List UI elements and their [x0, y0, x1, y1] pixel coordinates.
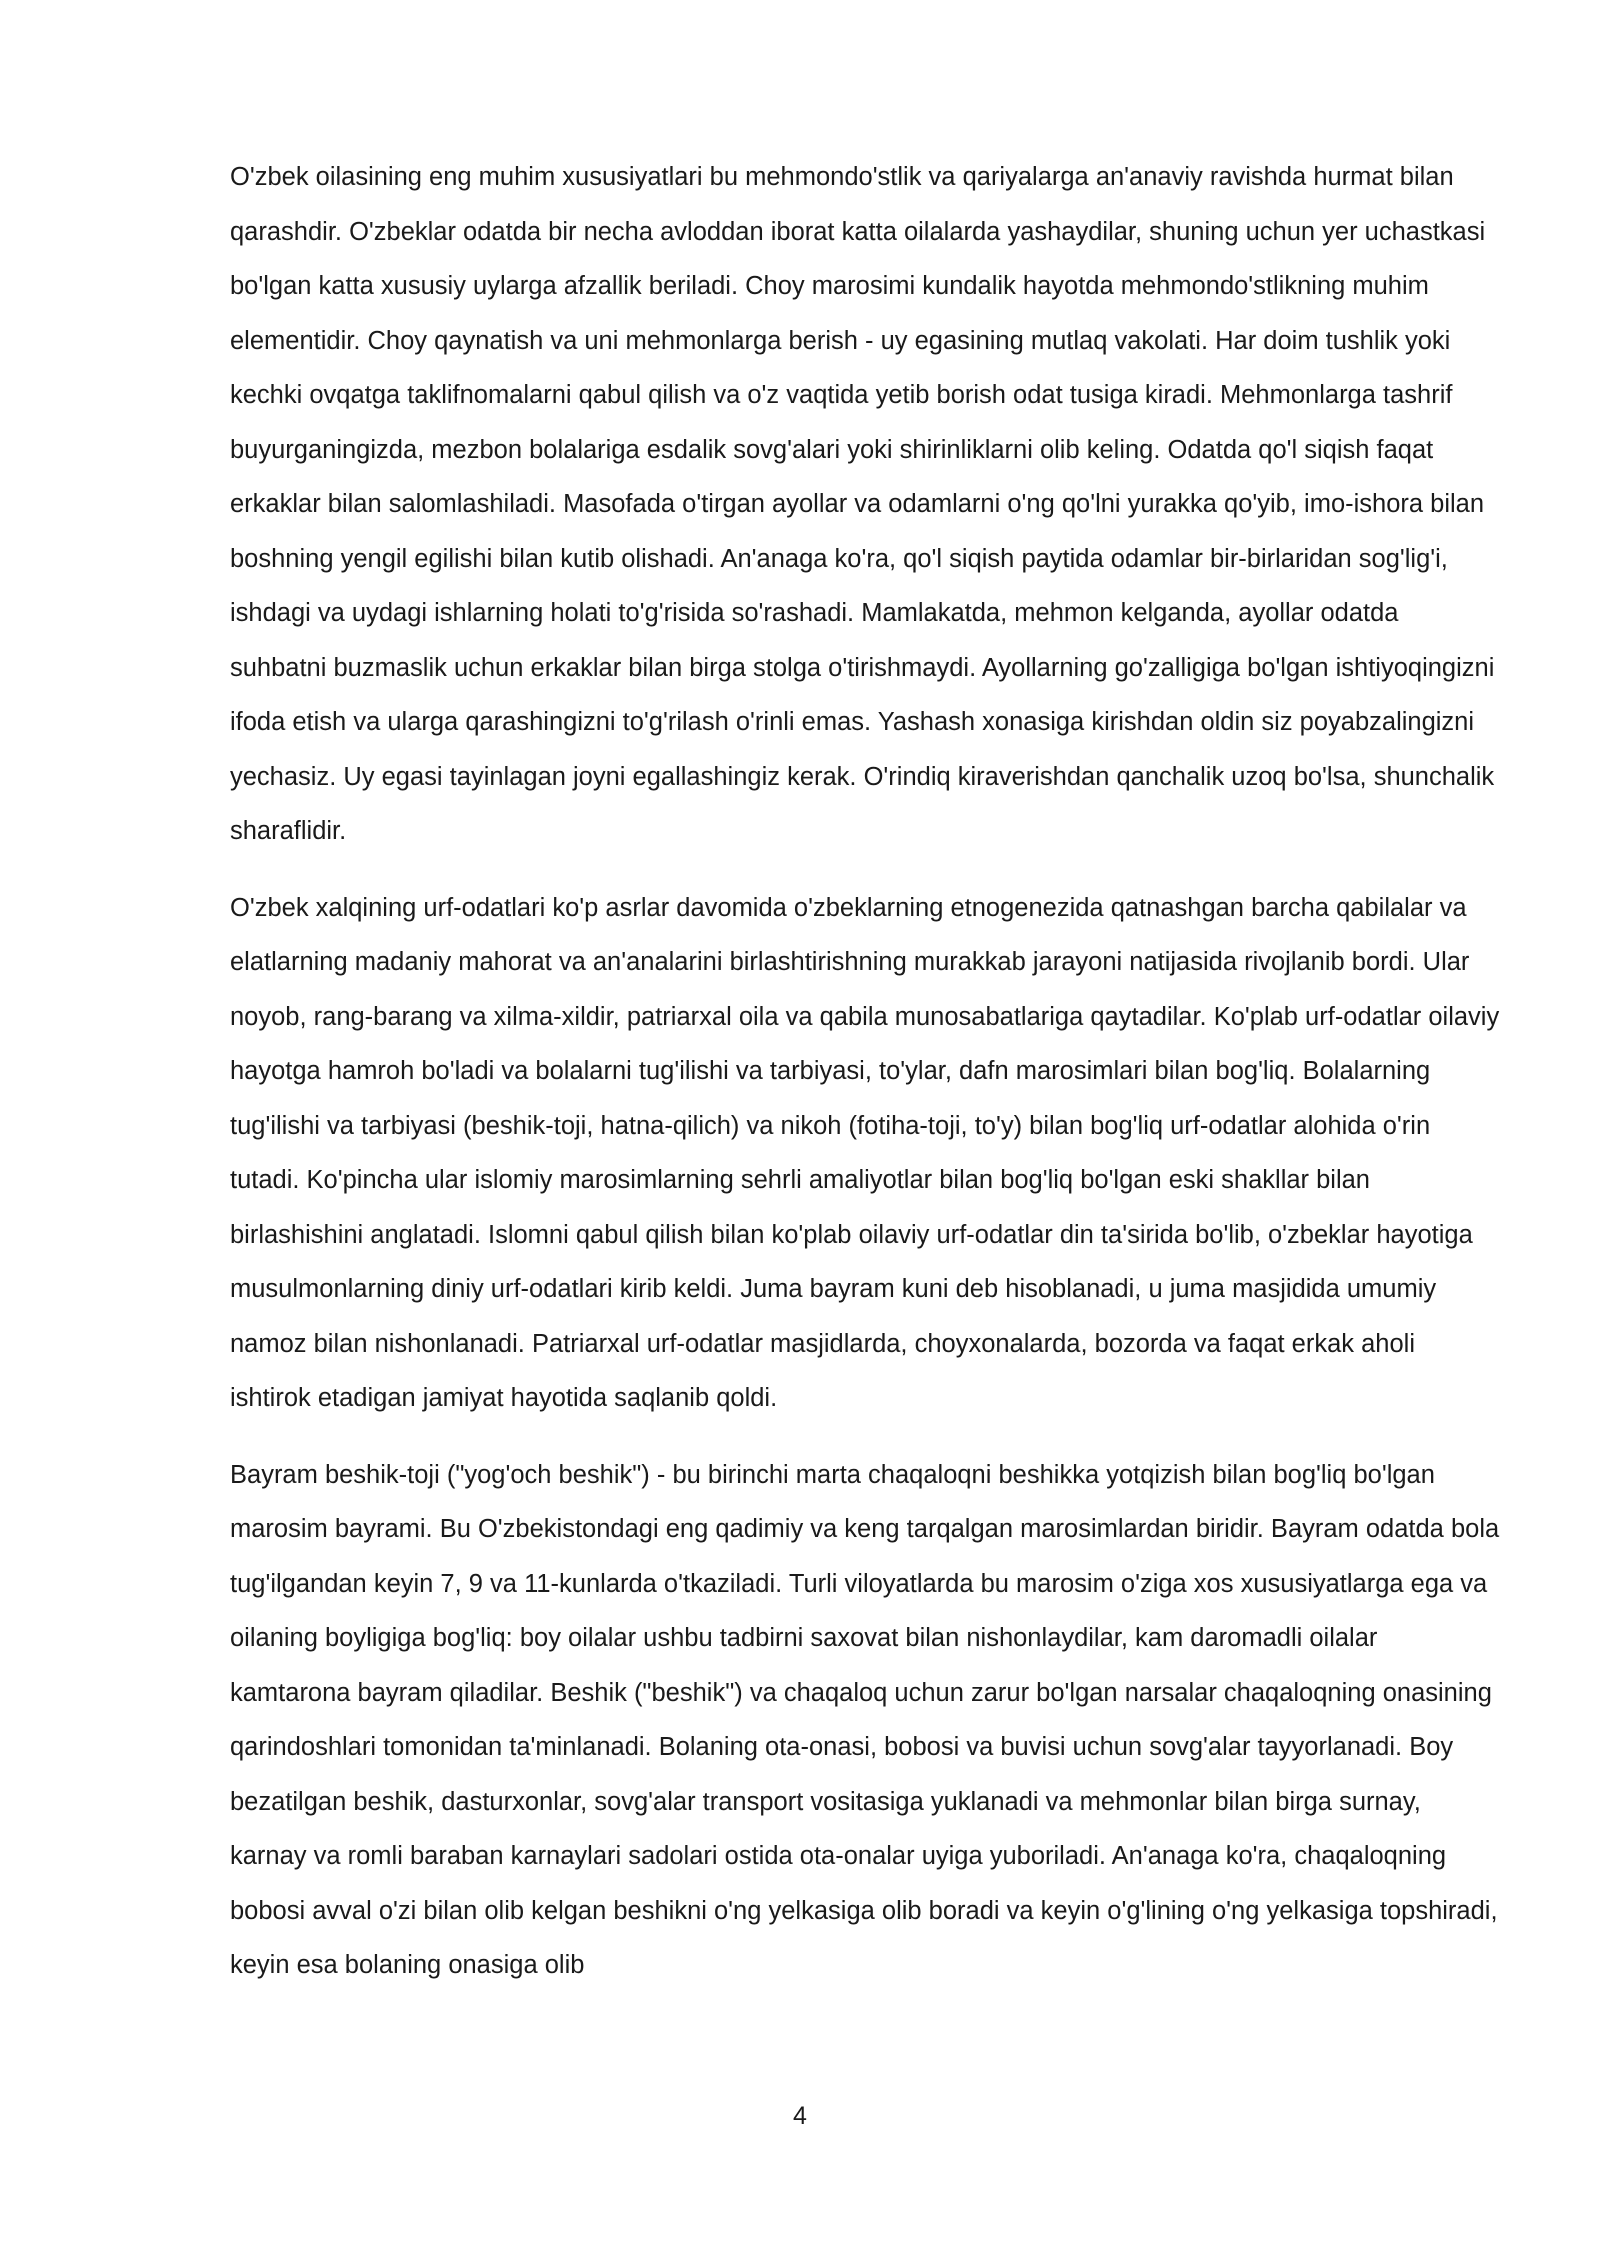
document-body	[230, 150, 1500, 2015]
paragraph-customs: O'zbek xalqining urf-odatlari ko'p asrlar davomida o'zbeklarning etnogenezida qatnashgan barcha qabilalar va elatlarning madaniy mahorat va an'analarini birlashtirishning murakkab jarayoni natijasida rivojlanib bordi. Ular noyob, rang-barang va xilma-xildir, patriarxal oila va qabila munosabatlariga qaytadilar. Ko'plab urf-odatlar oilaviy hayotga hamroh bo'ladi va bolalarni tug'ilishi va tarbiyasi, to'ylar, dafn marosimlari bilan bog'liq. Bolalarning tug'ilishi va tarbiyasi (beshik-toji, hatna-qilich) va nikoh (fotiha-toji, to'y) bilan bog'liq urf-odatlar alohida o'rin tutadi. Ko'pincha ular islomiy marosimlarning sehrli amaliyotlar bilan bog'liq bo'lgan eski shakllar bilan birlashishini anglatadi. Islomni qabul qilish bilan ko'plab oilaviy urf-odatlar din ta'sirida bo'lib, o'zbeklar hayotiga musulmonlarning diniy urf-odatlari kirib keldi. Juma bayram kuni deb hisoblanadi, u juma masjidida umumiy namoz bilan nishonlanadi. Patriarxal urf-odatlar masjidlarda, choyxonalarda, bozorda va faqat erkak aholi ishtirok etadigan jamiyat hayotida saqlanib qoldi.	[230, 893, 1500, 1412]
page-number: 4	[793, 2102, 807, 2130]
paragraph-hospitality: O'zbek oilasining eng muhim xususiyatlari bu mehmondo'stlik va qariyalarga an'anaviy ravishda hurmat bilan qarashdir. O'zbeklar odatda bir necha avloddan iborat katta oilalarda yashaydilar, shuning uchun yer uchastkasi bo'lgan katta xususiy uylarga afzallik beriladi. Choy marosimi kundalik hayotda mehmondo'stlikning muhim elementidir. Choy qaynatish va uni mehmonlarga berish - uy egasining mutlaq vakolati. Har doim tushlik yoki kechki ovqatga taklifnomalarni qabul qilish va o'z vaqtida yetib borish odat tusiga kiradi. Mehmonlarga tashrif buyurganingizda, mezbon bolalariga esdalik sovg'alari yoki shirinliklarni olib keling. Odatda qo'l siqish faqat erkaklar bilan salomlashiladi. Masofada o'tirgan ayollar va odamlarni o'ng qo'lni yurakka qo'yib, imo-ishora bilan boshning yengil egilishi bilan kutib olishadi. An'anaga ko'ra, qo'l siqish paytida odamlar bir-birlaridan sog'lig'i, ishdagi va uydagi ishlarning holati to'g'risida so'rashadi. Mamlakatda, mehmon kelganda, ayollar odatda suhbatni buzmaslik uchun erkaklar bilan birga stolga o'tirishmaydi. Ayollarning go'zalligiga bo'lgan ishtiyoqingizni ifoda etish va ularga qarashingizni to'g'rilash o'rinli emas. Yashash xonasiga kirishdan oldin siz poyabzalingizni yechasiz. Uy egasi tayinlagan joyni egallashingiz kerak. O'rindiq kiraverishdan qanchalik uzoq bo'lsa, shunchalik sharaflidir.	[230, 163, 1495, 845]
paragraph-beshik-toji: Bayram beshik-toji ("yog'och beshik") - bu birinchi marta chaqaloqni beshikka yotqizish bilan bog'liq bo'lgan marosim bayrami. Bu O'zbekistondagi eng qadimiy va keng tarqalgan marosimlardan biridir. Bayram odatda bola tug'ilgandan keyin 7, 9 va 11-kunlarda o'tkaziladi. Turli viloyatlarda bu marosim o'ziga xos xususiyatlarga ega va oilaning boyligiga bog'liq: boy oilalar ushbu tadbirni saxovat bilan nishonlaydilar, kam daromadli oilalar kamtarona bayram qiladilar. Beshik ("beshik") va chaqaloq uchun zarur bo'lgan narsalar chaqaloqning onasining qarindoshlari tomonidan ta'minlanadi. Bolaning ota-onasi, bobosi va buvisi uchun sovg'alar tayyorlanadi. Boy bezatilgan beshik, dasturxonlar, sovg'alar transport vositasiga yuklanadi va mehmonlar bilan birga surnay, karnay va romli baraban karnaylari sadolari ostida ota-onalar uyiga yuboriladi. An'anaga ko'ra, chaqaloqning bobosi avval o'zi bilan olib kelgan beshikni o'ng yelkasiga olib boradi va keyin o'g'lining o'ng yelkasiga topshiradi, keyin esa bolaning onasiga olib	[230, 1460, 1500, 1979]
